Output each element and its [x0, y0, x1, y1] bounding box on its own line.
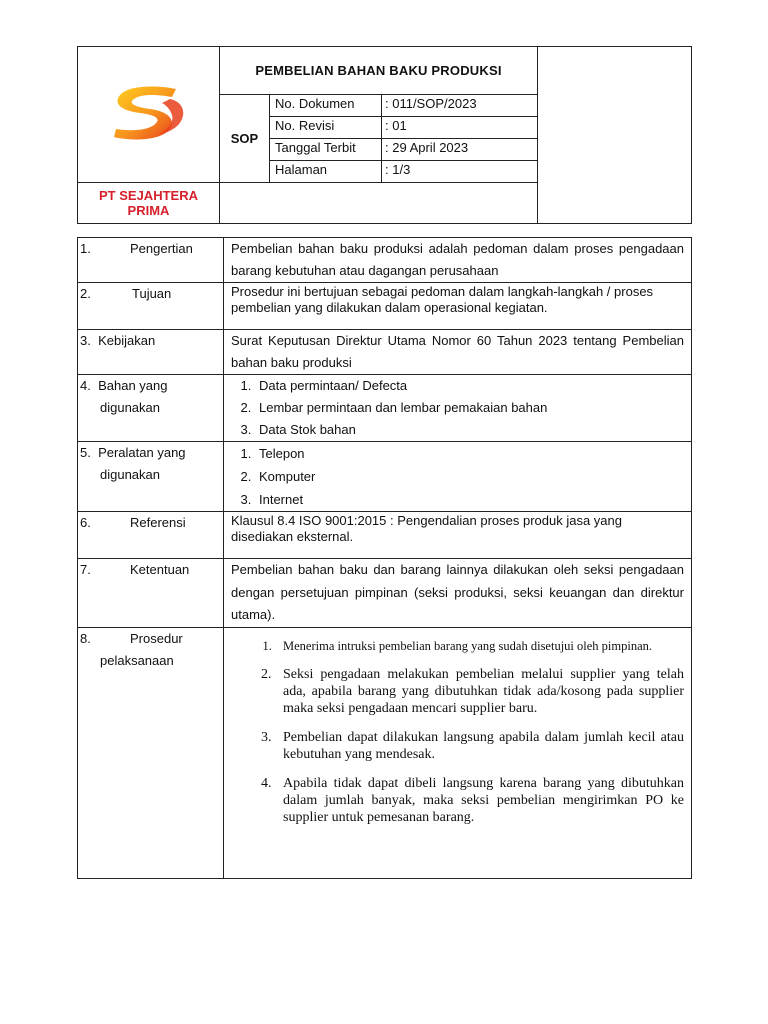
section-text-pengertian: Pembelian bahan baku produksi adalah pedoman dalam proses pengadaan barang kebutuhan atau dagangan perusahaan — [224, 238, 692, 283]
meta-value-halaman: : 1/3 — [382, 161, 538, 183]
list-item: 1. Menerima intruksi pembelian barang yang sudah disetujui oleh pimpinan. — [275, 638, 684, 654]
section-row-kebijakan — [78, 330, 692, 375]
company-name: PT SEJAHTERA PRIMA — [78, 183, 220, 224]
section-row-tujuan — [78, 283, 692, 330]
company-row-empty-cell — [220, 183, 538, 224]
section-row-pengertian — [78, 238, 692, 283]
meta-label-dokumen: No. Dokumen — [270, 95, 382, 117]
meta-value-tanggal: : 29 April 2023 — [382, 139, 538, 161]
section-row-ketentuan — [78, 559, 692, 628]
header-empty-cell — [538, 47, 692, 224]
section-text-referensi: Klausul 8.4 ISO 9001:2015 : Pengendalian proses produk jasa yang disediakan eksternal. — [224, 512, 692, 559]
section-row-prosedur — [78, 627, 692, 878]
list-item: 4. Apabila tidak dapat dibeli langsung karena barang yang dibutuhkan dalam jumlah banyak, maka seksi pembelian mengirimkan PO ke supplier untuk pemesanan barang. — [275, 775, 684, 826]
section-list-bahan — [224, 375, 692, 442]
logo-cell — [78, 47, 220, 183]
section-row-bahan — [78, 375, 692, 442]
section-label-ketentuan: 7. Ketentuan — [78, 559, 224, 628]
sop-header-table — [77, 46, 692, 224]
list-item: 3. Pembelian dapat dilakukan langsung apabila dalam jumlah kecil atau kebutuhan yang mendesak. — [275, 729, 684, 763]
list-item: 3. Data Stok bahan — [255, 419, 684, 441]
section-label-pengertian: 1. Pengertian — [78, 238, 224, 283]
meta-label-revisi: No. Revisi — [270, 117, 382, 139]
meta-value-dokumen: : 011/SOP/2023 — [382, 95, 538, 117]
section-label-bahan: 4. Bahan yang digunakan — [78, 375, 224, 442]
section-label-kebijakan: 3. Kebijakan — [78, 330, 224, 375]
section-row-peralatan — [78, 442, 692, 512]
section-list-peralatan — [224, 442, 692, 512]
section-label-prosedur: 8. Prosedur pelaksanaan — [78, 627, 224, 878]
meta-label-tanggal: Tanggal Terbit — [270, 139, 382, 161]
meta-label-halaman: Halaman — [270, 161, 382, 183]
list-item: 2. Komputer — [255, 465, 684, 488]
list-item: 1. Telepon — [255, 442, 684, 465]
s-letter-logo-icon — [110, 85, 188, 141]
document-title: PEMBELIAN BAHAN BAKU PRODUKSI — [220, 47, 538, 95]
meta-value-revisi: : 01 — [382, 117, 538, 139]
section-text-tujuan: Prosedur ini bertujuan sebagai pedoman dalam langkah-langkah / proses pembelian yang dilakukan dalam operasional kegiatan. — [224, 283, 692, 330]
section-list-prosedur — [224, 627, 692, 878]
section-label-peralatan: 5. Peralatan yang digunakan — [78, 442, 224, 512]
section-text-ketentuan: Pembelian bahan baku dan barang lainnya dilakukan oleh seksi pengadaan dengan persetujuan pimpinan (seksi produksi, seksi keuangan dan direktur utama). — [224, 559, 692, 628]
list-item: 1. Data permintaan/ Defecta — [255, 375, 684, 397]
section-label-referensi: 6. Referensi — [78, 512, 224, 559]
section-text-kebijakan: Surat Keputusan Direktur Utama Nomor 60 Tahun 2023 tentang Pembelian bahan baku produksi — [224, 330, 692, 375]
section-row-referensi — [78, 512, 692, 559]
list-item: 3. Internet — [255, 488, 684, 511]
sop-label: SOP — [220, 95, 270, 183]
section-label-tujuan: 2. Tujuan — [78, 283, 224, 330]
list-item: 2. Lembar permintaan dan lembar pemakaian bahan — [255, 397, 684, 419]
list-item: 2. Seksi pengadaan melakukan pembelian melalui supplier yang telah ada, apabila barang yang dibutuhkan tidak ada/kosong pada supplier maka seksi pengadaan mencari supplier baru. — [275, 666, 684, 717]
sop-body-table — [77, 237, 692, 879]
